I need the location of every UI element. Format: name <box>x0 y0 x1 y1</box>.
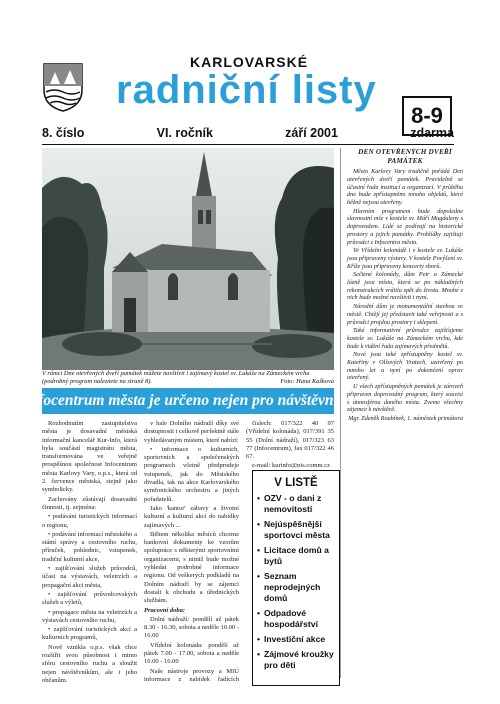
sidebar-paragraph: Národní dům je monumentální stavbou ve městě. Chtějí jej představit také veřejnosti a s průvodci projdou prostory i sklepení. <box>347 303 463 326</box>
sidebar-paragraph: Hlavním programem bude dopoledne slavnostní mše v kostele sv. Máří Magdaleny s doprovodem. Lidé se podívají na historické prostory a jejich památky. Prohlídky zajištují průvodci z Infocentra města. <box>347 207 463 246</box>
article-paragraph: Rozhodnutím zastupitelstva města je dosavadní městská informační kancelář Kur-Info, která byla součástí magistrátu města, transformována ve veřejně prospěšnou společnost Infocentrum města Karlovy Vary, o.p.s., která od 2. července městská, stejně jako symbolicky. <box>42 420 137 494</box>
issue-meta-row <box>42 126 454 140</box>
in-this-issue-item <box>257 649 335 671</box>
article-paragraph: číslech: 017/322 40 97 (Vřídelní kolonáda), 017/391 35 55 (Dolní nádraží), 017/323 63 77 (Infocentrum), fax 017/322 46 67. <box>246 420 334 461</box>
bullet-icon: • <box>257 493 261 503</box>
sidebar-paragraph: Sečtené kolonády, dům Petr a Zámecké lázně jsou místa, která se po nákladných rekonstrukcích vrátila zpět do života. Mnohé z nich bude možné navštívit i nyní. <box>347 271 463 302</box>
in-this-issue-item-label: Investiční akce <box>264 634 326 644</box>
article-column-3 <box>246 420 334 468</box>
bullet-icon: • <box>257 519 261 529</box>
article-paragraph: Pracovní doba: <box>144 606 185 614</box>
in-this-issue-item <box>257 634 335 645</box>
sidebar-paragraph: U všech zpřístupněných památek je zároveň připraven doprovodný program, který souvisí s atmosférou daného místa. Zveme všechny zájemce k návštěvě. <box>347 383 463 414</box>
in-this-issue-item <box>257 519 335 541</box>
lead-headline-banner <box>23 388 353 414</box>
issue-number-badge: 8-9 <box>402 96 452 136</box>
in-this-issue-item-label: Licitace domů a bytů <box>264 545 329 566</box>
article-paragraph: Naše nástroje provozy a MIÚ informace z nabídek řadících <box>144 667 239 682</box>
bullet-icon: • <box>257 649 261 659</box>
sidebar-title: DEN OTEVŘENÝCH DVEŘÍ PAMÁTEK <box>358 148 452 165</box>
masthead-kicker: KARLOVARSKÉ <box>190 54 309 70</box>
bullet-icon: • <box>257 571 261 581</box>
bullet-icon: • <box>257 634 261 644</box>
article-paragraph: • podávání turistických informací o regionu, <box>42 513 137 529</box>
caption-text: V rámci Dne otevřených dveří památek můžete navštívit i zajímavý kostel sv. Lukáše na Zámeckém vrchu (podrobný program naleznete na straně 8). <box>42 370 310 385</box>
article-paragraph: • zajišťování průvodcovských služeb a výletů, <box>42 590 137 607</box>
lead-headline: Infocentrum města je určeno nejen pro návštěvníky <box>23 392 353 409</box>
article-paragraph: Zachovány zůstávají dosavadní činnosti, tj. zejména: <box>42 495 137 511</box>
article-paragraph: Vřídelní kolonáda: pondělí až pátek 7.00 - 17.00, sobota a neděle 10.00 - 16.00 <box>144 641 239 666</box>
article-paragraph: • propagace města na veletrzích a výstavách cestovního ruchu, <box>42 608 137 624</box>
article-column-1 <box>42 420 137 682</box>
article-paragraph: Dolní nádraží: pondělí až pátek 8.30 - 16.30, sobota a neděle 10.00 - 16.00 <box>144 615 239 640</box>
article-paragraph: Jako 'kantor' zábavy a životní kulturní a kulturní akcí do nabídky zajímavých ... <box>144 504 239 529</box>
sidebar-body <box>347 168 463 423</box>
price: zdarma <box>410 126 454 140</box>
in-this-issue-item <box>257 493 335 515</box>
article-paragraph: e-mail: kurinfo@pis.comm.cz <box>252 462 331 468</box>
in-this-issue-item <box>257 545 335 567</box>
article-paragraph: • podávání informací městského a státní správy a cestovního ruchu, příruček, pohlednic, vstupenek, tradiční kulturní akce, <box>42 530 137 563</box>
sidebar-article <box>340 148 463 678</box>
in-this-issue-list <box>253 493 339 671</box>
bullet-icon: • <box>257 608 261 618</box>
issue-date: září 2001 <box>285 126 338 140</box>
sidebar-paragraph: Nové jsou také zpřístupněny kostel sv. Kateřiny v Olšových Vratech, uzavřený po mnoho let a nyní po dokončení oprav otevřený. <box>347 351 463 382</box>
article-column-2 <box>144 420 239 682</box>
in-this-issue-item <box>257 571 335 604</box>
sidebar-paragraph: Město Karlovy Vary tradičně pořádá Den otevřených dveří památek. Pravidelně se účastní řada institucí a organizací. V průběhu dne bude zpřístupněno mnoho objektů, které běžně nejsou otevřeny. <box>347 168 463 206</box>
masthead-rule <box>42 144 454 145</box>
article-paragraph: v hale Dolního nádraží díky své dostupnosti i celkově perfektně stále vyhledávaným místem, které nabízí: <box>144 420 239 444</box>
in-this-issue-item-label: Nejúspěšnější sportovci města <box>264 519 330 540</box>
in-this-issue-title: V LISTĚ <box>274 477 318 489</box>
issue-number: 8. číslo <box>42 126 85 140</box>
church-photo <box>42 148 334 370</box>
sidebar-paragraph: Mgr. Zdeněk Roubínek, 1. náměstek primátora <box>348 414 463 422</box>
volume: VI. ročník <box>156 126 213 140</box>
masthead-title: radniční listy <box>116 68 377 112</box>
in-this-issue-box <box>252 470 340 686</box>
article-paragraph: Během několika měsíců chceme bankovní dokumenty ke vzorům spolupráce s některými sportovními organizacemi, s nimiž bude možné vyhledat podrobné informace regionu. Od veškerých podkladů na Dolním nádraží by se zájemci dostali k obchodu a úřednických službám. <box>144 530 239 605</box>
in-this-issue-item-label: Zájmové kroužky pro děti <box>264 649 334 670</box>
city-crest-logo <box>42 62 84 112</box>
article-paragraph: • informace o kulturních, sportovních a společenských programech včetně předprodeje vstupenek, jak do Městského divadla, tak na akce Karlovarského symfonického orchestru a jiných pořadatelů. <box>144 445 239 503</box>
in-this-issue-item <box>257 608 335 630</box>
in-this-issue-item-label: Seznam neprodejných domů <box>264 571 321 603</box>
sidebar-paragraph: Ve Vřídelní kolonádě i v kostele sv. Lukáše jsou připraveny výstavy. V kostele Povýšení sv. Kříže jsou připraveny koncerty sborů. <box>347 247 463 270</box>
photo-caption <box>42 370 334 385</box>
in-this-issue-item-label: Odpadové hospodářství <box>264 608 318 629</box>
bullet-icon: • <box>257 545 261 555</box>
in-this-issue-item-label: OZV - o dani z nemovitostí <box>264 493 322 514</box>
article-paragraph: Nově vznikla o.p.s. však chce rozšířit svou působnost i mimo sféru cestovního ruchu a sloužit nejen návštěvníkům, ale i jeho občanům. <box>42 643 137 682</box>
article-paragraph: • zajišťování služeb průvodců, účast na výstavách, veletrzích a propagační akci města, <box>42 565 137 589</box>
article-paragraph: • zajišťování turistických akcí a kulturních programů, <box>42 626 137 642</box>
sidebar-paragraph: Také informativní průvodce zajišťujeme kostele sv. Lukáše na Zámeckém vrchu, kde bude k vidění řada zajímavých předmětů. <box>347 327 463 350</box>
photo-credit: Foto: Hana Kašková <box>280 377 334 385</box>
